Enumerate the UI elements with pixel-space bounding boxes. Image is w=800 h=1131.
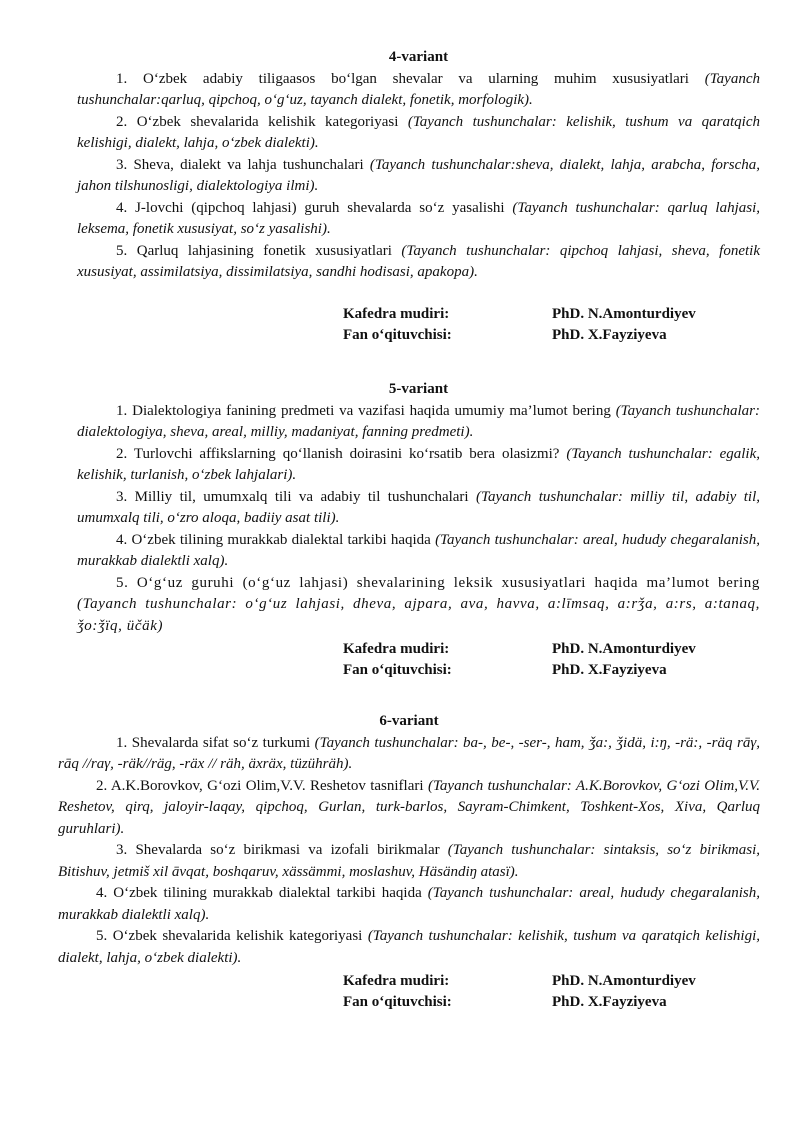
variant-6 [58, 711, 760, 1015]
signature-name: PhD. X.Fayziyeva [552, 994, 667, 1010]
question-3 [58, 840, 760, 883]
question-text: 4. O‘zbek tilining murakkab dialektal tarkibi haqida [96, 885, 428, 901]
signature-role: Kafedra mudiri: [343, 973, 450, 989]
question-keywords: (Tayanch tushunchalar:qarluq, qipchoq, o‘g‘uz, tayanch dialekt, fonetik, morfologik). [77, 70, 760, 108]
signature-name: PhD. N.Amonturdiyev [552, 305, 696, 322]
signature-role: Kafedra mudiri: [343, 305, 450, 322]
question-1 [77, 401, 760, 444]
signature-name: PhD. N.Amonturdiyev [552, 641, 696, 657]
question-4 [77, 198, 760, 241]
question-1 [58, 733, 760, 776]
question-text: 1. Dialektologiya fanining predmeti va vazifasi haqida umumiy ma’lumot bering [116, 402, 616, 419]
question-1 [77, 69, 760, 112]
question-keywords: (Tayanch tushunchalar: kelishik, tushum va qaratqich kelishigi, dialekt, lahja, o‘zbek dialekti). [77, 113, 761, 151]
question-keywords: (Tayanch tushunchalar: sintaksis, so‘z birikmasi, Bitishuv, jetmiš xil āvqat, boshqaruv, xässämmi, moslashuv, Häsändiŋ atasï). [58, 842, 760, 880]
signature-row-teacher [77, 660, 760, 682]
signature-block [58, 971, 760, 1015]
signature-row-teacher [77, 325, 760, 347]
variant-5 [77, 379, 760, 683]
question-keywords: (Tayanch tushunchalar: egalik, kelishik, turlanish, o‘zbek lahjalari). [77, 445, 760, 483]
question-keywords: (Tayanch tushunchalar: qarluq lahjasi, leksema, fonetik xususiyat, so‘z yasalishi). [77, 199, 760, 237]
question-text: 2. Turlovchi affikslarning qo‘llanish doirasini ko‘rsatib bera olasizmi? [116, 445, 567, 462]
question-3 [77, 155, 760, 198]
question-text: 1. O‘zbek adabiy tiligaasos bo‘lgan shevalar va ularning muhim xususiyatlari [116, 70, 705, 87]
signature-role: Kafedra mudiri: [343, 641, 450, 657]
question-text: 5. Qarluq lahjasining fonetik xususiyatlari [116, 242, 402, 259]
question-keywords: (Tayanch tushunchalar: dialektologiya, sheva, areal, milliy, madaniyat, fanning predmeti). [77, 402, 760, 440]
question-text: 2. A.K.Borovkov, G‘ozi Olim,V.V. Reshetov tasniflari [96, 777, 428, 794]
question-keywords: (Tayanch tushunchalar:sheva, dialekt, lahja, arabcha, forscha, jahon tilshunosligi, dialektologiya ilmi). [77, 156, 760, 194]
question-keywords: (Tayanch tushunchalar: qipchoq lahjasi, sheva, fonetik xususiyat, assimilatsiya, dissimilatsiya, sandhi hodisasi, apakopa). [77, 242, 761, 280]
question-2 [77, 112, 760, 155]
signature-role: Fan o‘qituvchisi: [343, 326, 452, 343]
question-keywords: (Tayanch tushunchalar: areal, hududy chegaralanish, murakkab dialektli xalq). [58, 885, 760, 923]
variant-title: 6-variant [379, 713, 439, 729]
variant-4 [77, 47, 760, 348]
question-5 [77, 241, 760, 284]
question-text: 4. J-lovchi (qipchoq lahjasi) guruh shevalarda so‘z yasalishi [116, 199, 513, 216]
signature-name: PhD. X.Fayziyeva [552, 326, 667, 343]
signature-row-head [58, 971, 760, 993]
question-4 [77, 530, 760, 573]
question-5 [58, 926, 760, 969]
question-keywords: (Tayanch tushunchalar: o‘g‘uz lahjasi, dheva, ajpara, ava, havva, a:līmsaq, a:rǯa, a:rs, a:tanaq, ǯo:ǯïq, üčäk) [77, 596, 760, 634]
question-text: 5. O‘zbek shevalarida kelishik kategoriyasi [96, 928, 368, 944]
signature-row-head [77, 639, 760, 661]
question-2 [77, 444, 760, 487]
signature-row-head [77, 304, 760, 326]
question-keywords: (Tayanch tushunchalar: areal, hududy chegaralanish, murakkab dialektli xalq). [77, 531, 760, 569]
question-text: 1. Shevalarda sifat so‘z turkumi [116, 734, 315, 751]
question-5 [77, 573, 760, 638]
variant-title: 4-variant [388, 49, 449, 65]
question-4 [58, 883, 760, 926]
question-text: 4. O‘zbek tilining murakkab dialektal tarkibi haqida [116, 531, 436, 548]
question-text: 2. O‘zbek shevalarida kelishik kategoriyasi [116, 113, 408, 130]
question-text: 3. Shevalarda so‘z birikmasi va izofali birikmalar [116, 842, 448, 858]
question-keywords: (Tayanch tushunchalar: ba-, be-, -ser-, ham, ǯa:, ǯidä, i:ŋ, -rä:, -räq rāγ, rāq //raγ, -räk//räg, -räx // räh, äxräx, tüzühräh). [58, 734, 760, 772]
question-keywords: (Tayanch tushunchalar: A.K.Borovkov, G‘ozi Olim,V.V. Reshetov, qirq, jaloyir-laqay, qipchoq, Gurlan, turk-barlos, Sayram-Chimkent, Toshkent-Xos, Xiva, Qarluq guruhlari). [58, 777, 760, 837]
question-2 [58, 776, 760, 841]
signature-block [77, 304, 760, 348]
question-keywords: (Tayanch tushunchalar: milliy til, adabiy til, umumxalq tili, o‘zro aloqa, badiiy asat tili). [77, 488, 760, 526]
question-text: 3. Milliy til, umumxalq tili va adabiy til tushunchalari [116, 488, 476, 505]
signature-role: Fan o‘qituvchisi: [343, 994, 452, 1010]
question-keywords: (Tayanch tushunchalar: kelishik, tushum va qaratqich kelishigi, dialekt, lahja, o‘zbek dialekti). [58, 928, 760, 966]
variant-title: 5-variant [388, 381, 449, 397]
signature-block [77, 639, 760, 683]
signature-row-teacher [58, 992, 760, 1014]
question-text: 3. Sheva, dialekt va lahja tushunchalari [116, 156, 370, 173]
signature-name: PhD. X.Fayziyeva [552, 662, 667, 678]
signature-role: Fan o‘qituvchisi: [343, 662, 452, 678]
question-text: 5. O‘g‘uz guruhi (o‘g‘uz lahjasi) shevalarining leksik xususiyatlari haqida ma’lumot bering [116, 574, 760, 591]
signature-name: PhD. N.Amonturdiyev [552, 973, 696, 989]
question-3 [77, 487, 760, 530]
